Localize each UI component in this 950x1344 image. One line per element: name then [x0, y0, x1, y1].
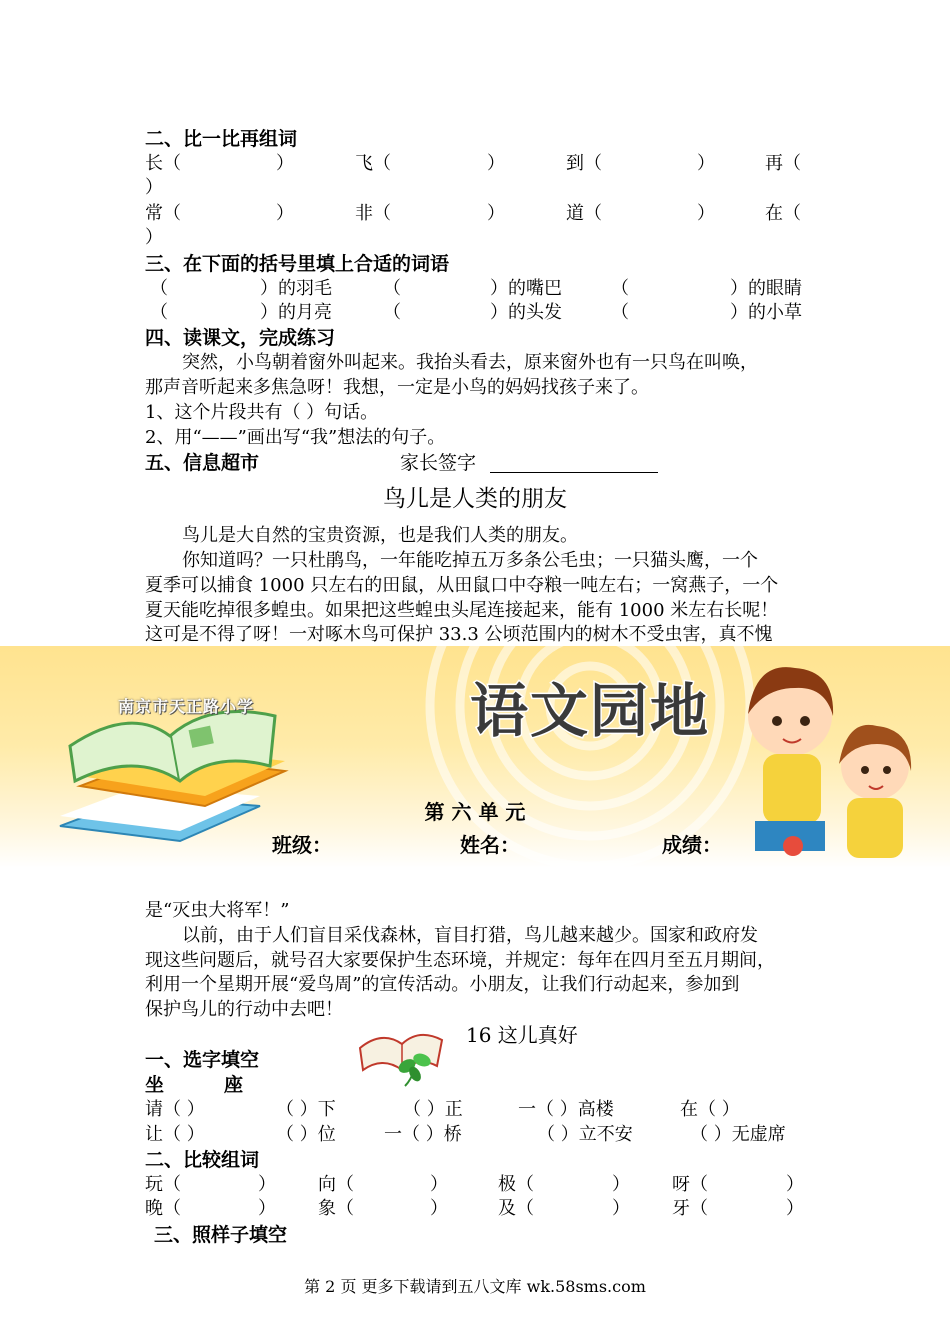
- name-label: 姓名：: [460, 833, 520, 857]
- article-title: 鸟儿是人类的朋友: [383, 486, 567, 512]
- word-cell: ）: [430, 1198, 448, 1219]
- article-line: 现这些问题后，就号召大家要保护生态环境，并规定：每年在四月至五月期间，: [145, 950, 775, 971]
- signature-line: [490, 472, 658, 473]
- passage-line: 突然，小鸟朝着窗外叫起来。我抬头看去，原来窗外也有一只鸟在叫唤，: [182, 352, 758, 373]
- char-option: 坐: [145, 1074, 165, 1096]
- fill-cell: （: [150, 302, 168, 323]
- section-2-heading: 二、比一比再组词: [145, 128, 298, 150]
- fill-cell: ）的嘴巴: [490, 278, 562, 299]
- word-cell: ）: [697, 203, 715, 224]
- question: 2、用“——”画出写“我”想法的句子。: [145, 427, 446, 448]
- children-illustration: [735, 646, 925, 868]
- word-cell: ）: [430, 1174, 448, 1195]
- school-name: 南京市天正路小学: [118, 697, 255, 716]
- fill-cell: （: [150, 278, 168, 299]
- article-line: 这可是不得了呀！一对啄木鸟可保护 33.3 公顷范围内的树木不受虫害，真不愧: [145, 624, 773, 645]
- char-option: 座: [224, 1074, 244, 1096]
- section-3-heading: 三、在下面的括号里填上合适的词语: [145, 253, 450, 275]
- article-line: 夏天能吃掉很多蝗虫。如果把这些蝗虫头尾连接起来，能有 1000 米左右长呢！: [145, 600, 779, 621]
- fill-cell: （ ）位: [276, 1124, 336, 1145]
- fill-cell: （: [383, 278, 401, 299]
- section-2-heading: 二、比较组词: [145, 1149, 260, 1171]
- word-cell: ）: [145, 227, 163, 248]
- article-line: 保护鸟儿的行动中去吧！: [145, 999, 343, 1020]
- article-line: 你知道吗？一只杜鹃鸟，一年能吃掉五万多条公毛虫；一只猫头鹰，一个: [182, 550, 758, 571]
- word-cell: 到（: [566, 153, 602, 174]
- fill-cell: ）的月亮: [260, 302, 332, 323]
- class-label: 班级：: [272, 833, 332, 857]
- section-5-heading: 五、信息超市: [145, 452, 260, 474]
- word-cell: 牙（: [672, 1198, 708, 1219]
- fill-cell: （: [611, 278, 629, 299]
- word-cell: ）: [786, 1198, 804, 1219]
- section-1-heading: 一、选字填空: [145, 1049, 260, 1071]
- fill-cell: （: [611, 302, 629, 323]
- lesson-title: 16 这儿真好: [466, 1023, 578, 1047]
- word-cell: ）: [612, 1174, 630, 1195]
- word-cell: ）: [487, 153, 505, 174]
- word-cell: ）: [258, 1174, 276, 1195]
- fill-cell: 一（ ）桥: [384, 1124, 462, 1145]
- word-cell: 呀（: [672, 1174, 708, 1195]
- article-line: 以前，由于人们盲目采伐森林，盲目打猎，鸟儿越来越少。国家和政府发: [182, 925, 758, 946]
- passage-line: 那声音听起来多焦急呀！我想，一定是小鸟的妈妈找孩子来了。: [145, 377, 649, 398]
- word-cell: ）: [612, 1198, 630, 1219]
- article-line: 鸟儿是大自然的宝贵资源，也是我们人类的朋友。: [182, 525, 578, 546]
- fill-cell: ）的头发: [490, 302, 562, 323]
- fill-cell: （: [383, 302, 401, 323]
- word-cell: 飞（: [355, 153, 391, 174]
- fill-cell: （ ）下: [276, 1099, 336, 1120]
- fill-cell: ）的眼睛: [730, 278, 802, 299]
- article-line: 是“灭虫大将军！”: [145, 900, 290, 921]
- section-3-heading: 三、照样子填空: [154, 1224, 288, 1246]
- unit-label: 第 六 单 元: [424, 800, 526, 824]
- open-book-clover-icon: [357, 1018, 447, 1088]
- word-cell: ）: [697, 153, 715, 174]
- word-cell: 在（: [765, 203, 801, 224]
- word-cell: 常（: [145, 203, 181, 224]
- word-cell: 及（: [498, 1198, 534, 1219]
- fill-cell: 一（ ）高楼: [518, 1099, 614, 1120]
- fill-cell: 请（ ）: [145, 1099, 205, 1120]
- page-footer: 第 2 页 更多下载请到五八文库 wk.58sms.com: [304, 1277, 646, 1296]
- fill-cell: （ ）无虚席: [690, 1124, 786, 1145]
- fill-cell: （ ）正: [403, 1099, 463, 1120]
- header-banner: [0, 646, 950, 868]
- banner-title: 语文园地: [470, 677, 711, 745]
- article-line: 利用一个星期开展“爱鸟周”的宣传活动。小朋友，让我们行动起来，参加到: [145, 974, 740, 995]
- fill-cell: 让（ ）: [145, 1124, 205, 1145]
- section-4-heading: 四、读课文，完成练习: [145, 327, 336, 349]
- word-cell: 向（: [318, 1174, 354, 1195]
- article-line: 夏季可以捕食 1000 只左右的田鼠，从田鼠口中夺粮一吨左右；一窝燕子，一个: [145, 575, 779, 596]
- word-cell: 非（: [355, 203, 391, 224]
- fill-cell: 在（ ）: [680, 1099, 740, 1120]
- word-cell: ）: [258, 1198, 276, 1219]
- word-cell: 极（: [498, 1174, 534, 1195]
- word-cell: ）: [786, 1174, 804, 1195]
- word-cell: ）: [487, 203, 505, 224]
- word-cell: 晚（: [145, 1198, 181, 1219]
- word-cell: ）: [145, 177, 163, 198]
- fill-cell: （ ）立不安: [537, 1124, 633, 1145]
- word-cell: 道（: [566, 203, 602, 224]
- score-label: 成绩：: [662, 833, 722, 857]
- word-cell: ）: [276, 153, 294, 174]
- word-cell: 再（: [765, 153, 801, 174]
- fill-cell: ）的羽毛: [260, 278, 332, 299]
- question: 1、这个片段共有（ ）句话。: [145, 402, 379, 423]
- word-cell: 长（: [145, 153, 181, 174]
- word-cell: 玩（: [145, 1174, 181, 1195]
- word-cell: ）: [276, 203, 294, 224]
- fill-cell: ）的小草: [730, 302, 802, 323]
- word-cell: 象（: [318, 1198, 354, 1219]
- parent-signature-label: 家长签字: [400, 452, 477, 474]
